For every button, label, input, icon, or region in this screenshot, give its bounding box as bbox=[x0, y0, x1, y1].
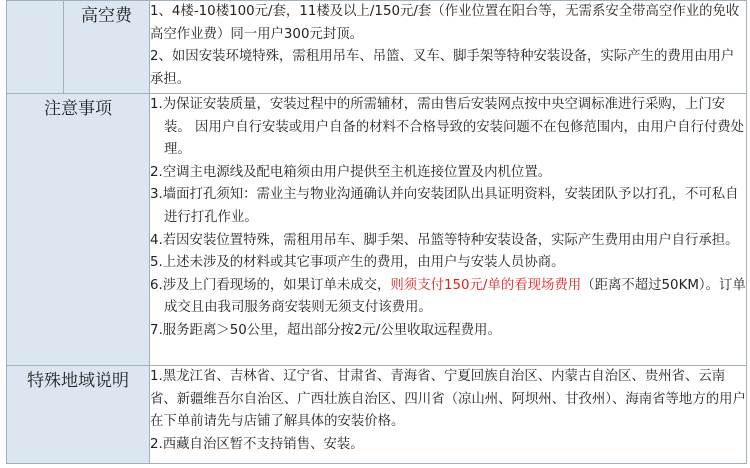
label-spacer bbox=[7, 1, 64, 94]
special-regions-item-1: 1.黑龙江省、吉林省、辽宁省、甘肃省、青海省、宁夏回族自治区、内蒙古自治区、贵州省、云南省、新疆维吾尔自治区、广西壮族自治区、四川省（凉山州、阿坝州、甘孜州）、海南省等地方的用户在下单前请先与店铺了解具体的安装价格。 bbox=[150, 369, 746, 430]
notes-item-5: 5.上述未涉及的材料或其它事项产生的费用，由用户与安装人员协商。 bbox=[150, 255, 565, 271]
high-altitude-label: 高空费 bbox=[64, 1, 150, 94]
notes-item-6-highlight: 则须支付150元/单的看现场费用 bbox=[390, 277, 582, 293]
high-altitude-item-2: 2、如因安装环境特殊，需租用吊车、吊篮、叉车、脚手架等特种安装设备，实际产生的费用由用户承担。 bbox=[150, 49, 735, 87]
notes-item-4: 4.若因安装位置特殊，需租用吊车、脚手架、吊篮等特种安装设备，实际产生费用由用户自行承担。 bbox=[150, 232, 739, 248]
special-regions-content bbox=[150, 366, 747, 464]
notes-row bbox=[7, 94, 747, 366]
special-regions-row bbox=[7, 366, 747, 464]
high-altitude-row bbox=[7, 1, 747, 94]
notes-item-6-end: （距离不超过50KM）。订单成交且由我司服务商安装则无须支付该费用。 bbox=[164, 277, 746, 316]
notes-item-1: 1.为保证安装质量，安装过程中的所需辅材，需由售后安装网点按中央空调标准进行采购，上门安装。 因用户自行安装或用户自备的材料不合格导致的安装问题不在包修范围内，由用户自行付费处理。 bbox=[150, 97, 745, 158]
special-regions-item-2: 2.西藏自治区暂不支持销售、安装。 bbox=[150, 436, 364, 452]
special-regions-label: 特殊地域说明 bbox=[7, 366, 150, 464]
high-altitude-content bbox=[150, 1, 747, 94]
notes-item-6-start: 6.涉及上门看现场的，如果订单未成交， bbox=[150, 277, 391, 293]
notes-item-6 bbox=[150, 275, 746, 320]
fee-table bbox=[6, 0, 747, 464]
notes-item-2: 2.空调主电源线及配电箱须由用户提供至主机连接位置及内机位置。 bbox=[150, 164, 552, 180]
notes-item-3: 3.墙面打孔须知：需业主与物业沟通确认并向安装团队出具证明资料，安装团队予以打孔，不可私自进行打孔作业。 bbox=[150, 187, 739, 225]
notes-content bbox=[150, 94, 747, 366]
high-altitude-item-1: 1、4楼-10楼100元/套，11楼及以上/150元/套（作业位置在阳台等，无需系安全带高空作业的免收高空作业费）同一用户300元封顶。 bbox=[150, 4, 740, 42]
notes-item-7: 7.服务距离＞50公里，超出部分按2元/公里收取远程费用。 bbox=[150, 322, 501, 338]
notes-label: 注意事项 bbox=[7, 94, 150, 366]
